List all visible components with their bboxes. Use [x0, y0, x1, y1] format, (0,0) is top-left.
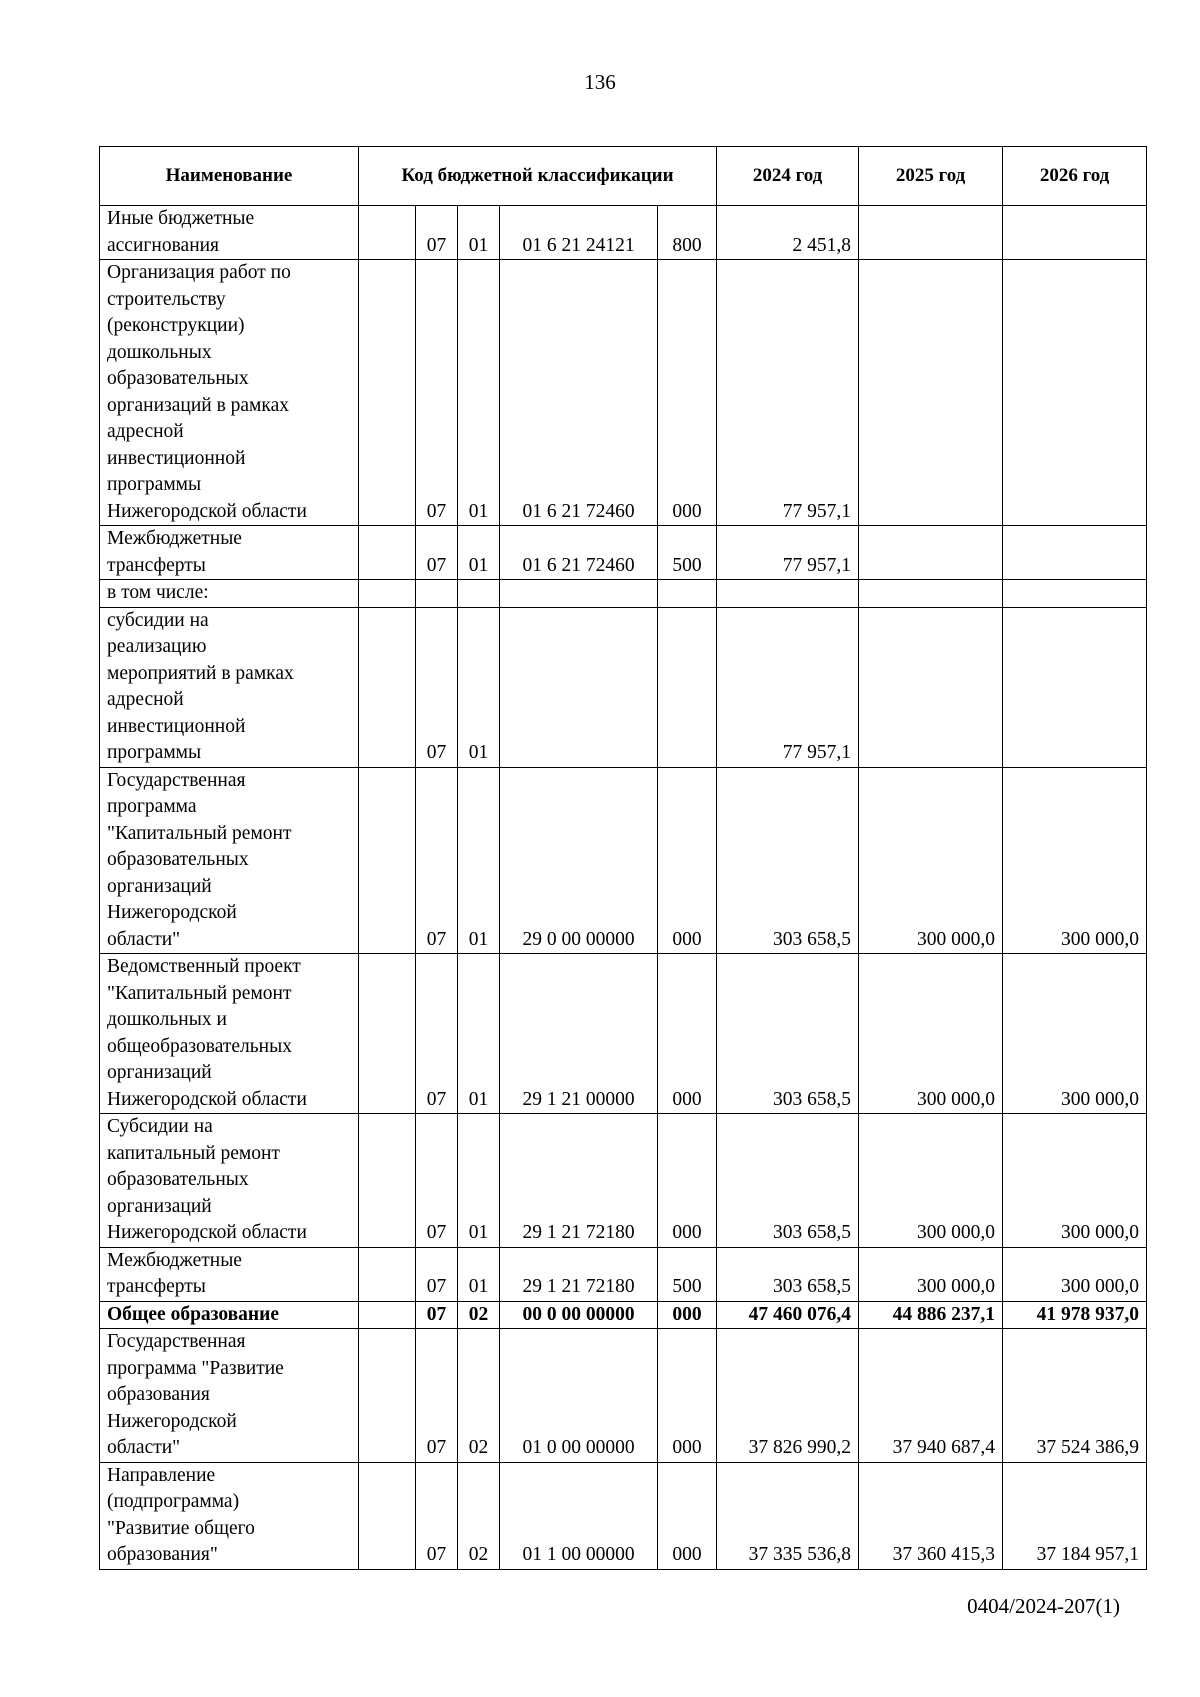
row-code-expense-type: 000 — [658, 767, 717, 954]
table-row — [100, 1114, 1147, 1248]
table-row — [100, 206, 1147, 260]
row-value-2025 — [859, 607, 1003, 767]
row-code-section: 07 — [416, 260, 458, 526]
table-header-row — [100, 147, 1147, 206]
row-value-2026 — [1003, 526, 1147, 580]
row-code-expense-type: 000 — [658, 1329, 717, 1463]
row-name: Межбюджетные трансферты — [100, 1247, 359, 1301]
row-code-target: 29 1 21 72180 — [500, 1247, 658, 1301]
row-code-expense-type: 500 — [658, 526, 717, 580]
row-code-expense-type — [658, 580, 717, 608]
budget-table — [99, 146, 1147, 1570]
row-name: Субсидии на капитальный ремонт образовательных организаций Нижегородской области — [100, 1114, 359, 1248]
row-code-expense-type: 800 — [658, 206, 717, 260]
row-code-blank — [359, 1301, 416, 1329]
row-code-blank — [359, 260, 416, 526]
row-value-2024 — [717, 580, 859, 608]
row-code-subsection: 01 — [458, 954, 500, 1114]
row-code-blank — [359, 1462, 416, 1569]
row-value-2025 — [859, 580, 1003, 608]
row-code-subsection: 01 — [458, 1114, 500, 1248]
row-code-target — [500, 580, 658, 608]
row-code-section: 07 — [416, 1114, 458, 1248]
row-code-subsection: 02 — [458, 1329, 500, 1463]
row-code-section: 07 — [416, 607, 458, 767]
row-name: Государственная программа "Капитальный ремонт образовательных организаций Нижегородской области" — [100, 767, 359, 954]
row-name: субсидии на реализацию мероприятий в рамках адресной инвестиционной программы — [100, 607, 359, 767]
row-code-target: 01 6 21 24121 — [500, 206, 658, 260]
row-code-target: 01 1 00 00000 — [500, 1462, 658, 1569]
row-value-2026: 300 000,0 — [1003, 767, 1147, 954]
row-value-2025 — [859, 526, 1003, 580]
header-2026: 2026 год — [1003, 147, 1147, 206]
table-row — [100, 526, 1147, 580]
row-value-2026 — [1003, 260, 1147, 526]
row-value-2024: 77 957,1 — [717, 607, 859, 767]
row-code-target: 01 6 21 72460 — [500, 526, 658, 580]
row-value-2025: 300 000,0 — [859, 767, 1003, 954]
row-value-2026: 300 000,0 — [1003, 1114, 1147, 1248]
row-code-subsection: 01 — [458, 526, 500, 580]
row-code-blank — [359, 1329, 416, 1463]
row-name: в том числе: — [100, 580, 359, 608]
row-code-subsection: 01 — [458, 260, 500, 526]
row-code-subsection: 01 — [458, 767, 500, 954]
header-code: Код бюджетной классификации — [359, 147, 717, 206]
row-value-2025: 37 940 687,4 — [859, 1329, 1003, 1463]
row-value-2025: 300 000,0 — [859, 1114, 1003, 1248]
header-name: Наименование — [100, 147, 359, 206]
row-value-2026: 37 524 386,9 — [1003, 1329, 1147, 1463]
row-value-2026: 41 978 937,0 — [1003, 1301, 1147, 1329]
row-value-2024: 303 658,5 — [717, 1114, 859, 1248]
row-code-subsection: 02 — [458, 1462, 500, 1569]
row-code-expense-type — [658, 607, 717, 767]
row-code-blank — [359, 1114, 416, 1248]
table-row — [100, 1329, 1147, 1463]
row-value-2024: 47 460 076,4 — [717, 1301, 859, 1329]
table-body — [100, 206, 1147, 1570]
table-row — [100, 1247, 1147, 1301]
row-name: Иные бюджетные ассигнования — [100, 206, 359, 260]
row-code-expense-type: 000 — [658, 1301, 717, 1329]
row-code-subsection — [458, 580, 500, 608]
row-value-2025 — [859, 206, 1003, 260]
row-code-target: 01 6 21 72460 — [500, 260, 658, 526]
row-code-target: 29 1 21 00000 — [500, 954, 658, 1114]
table-row — [100, 580, 1147, 608]
row-code-expense-type: 000 — [658, 1114, 717, 1248]
row-value-2025: 300 000,0 — [859, 1247, 1003, 1301]
row-code-section: 07 — [416, 526, 458, 580]
row-value-2024: 77 957,1 — [717, 260, 859, 526]
row-code-target — [500, 607, 658, 767]
page-number: 136 — [584, 70, 616, 94]
row-value-2025: 44 886 237,1 — [859, 1301, 1003, 1329]
row-code-target: 01 0 00 00000 — [500, 1329, 658, 1463]
row-code-section — [416, 580, 458, 608]
header-2024: 2024 год — [717, 147, 859, 206]
table-row — [100, 1301, 1147, 1329]
row-code-expense-type: 000 — [658, 260, 717, 526]
row-code-blank — [359, 526, 416, 580]
row-code-subsection: 01 — [458, 206, 500, 260]
row-code-subsection: 01 — [458, 607, 500, 767]
row-name: Межбюджетные трансферты — [100, 526, 359, 580]
row-code-target: 29 1 21 72180 — [500, 1114, 658, 1248]
table-row — [100, 260, 1147, 526]
row-code-subsection: 02 — [458, 1301, 500, 1329]
row-code-subsection: 01 — [458, 1247, 500, 1301]
row-code-expense-type: 000 — [658, 1462, 717, 1569]
row-code-blank — [359, 607, 416, 767]
row-name: Общее образование — [100, 1301, 359, 1329]
row-value-2026: 300 000,0 — [1003, 1247, 1147, 1301]
table-row — [100, 1462, 1147, 1569]
row-value-2026: 37 184 957,1 — [1003, 1462, 1147, 1569]
row-value-2026 — [1003, 580, 1147, 608]
row-code-blank — [359, 1247, 416, 1301]
row-value-2024: 303 658,5 — [717, 767, 859, 954]
row-code-target: 29 0 00 00000 — [500, 767, 658, 954]
row-code-section: 07 — [416, 1301, 458, 1329]
table-row — [100, 954, 1147, 1114]
row-value-2025: 300 000,0 — [859, 954, 1003, 1114]
row-value-2024: 303 658,5 — [717, 1247, 859, 1301]
row-name: Государственная программа "Развитие образования Нижегородской области" — [100, 1329, 359, 1463]
table-row — [100, 607, 1147, 767]
row-code-section: 07 — [416, 954, 458, 1114]
row-value-2024: 77 957,1 — [717, 526, 859, 580]
row-code-target: 00 0 00 00000 — [500, 1301, 658, 1329]
row-code-section: 07 — [416, 1247, 458, 1301]
row-code-expense-type: 000 — [658, 954, 717, 1114]
row-name: Ведомственный проект "Капитальный ремонт дошкольных и общеобразовательных организаций Нижегородской области — [100, 954, 359, 1114]
document-code: 0404/2024-207(1) — [967, 1594, 1120, 1618]
row-name: Направление (подпрограмма) "Развитие общего образования" — [100, 1462, 359, 1569]
row-code-section: 07 — [416, 767, 458, 954]
row-code-section: 07 — [416, 206, 458, 260]
row-value-2026: 300 000,0 — [1003, 954, 1147, 1114]
row-value-2025: 37 360 415,3 — [859, 1462, 1003, 1569]
header-2025: 2025 год — [859, 147, 1003, 206]
row-value-2024: 2 451,8 — [717, 206, 859, 260]
row-code-blank — [359, 767, 416, 954]
table-row — [100, 767, 1147, 954]
row-code-expense-type: 500 — [658, 1247, 717, 1301]
row-code-blank — [359, 954, 416, 1114]
row-code-section: 07 — [416, 1329, 458, 1463]
row-name: Организация работ по строительству (реконструкции) дошкольных образовательных организаций в рамках адресной инвестиционной программы Нижегородской области — [100, 260, 359, 526]
row-value-2024: 37 826 990,2 — [717, 1329, 859, 1463]
row-code-blank — [359, 580, 416, 608]
row-value-2024: 37 335 536,8 — [717, 1462, 859, 1569]
row-value-2025 — [859, 260, 1003, 526]
row-code-blank — [359, 206, 416, 260]
row-value-2026 — [1003, 607, 1147, 767]
row-value-2024: 303 658,5 — [717, 954, 859, 1114]
row-code-section: 07 — [416, 1462, 458, 1569]
row-value-2026 — [1003, 206, 1147, 260]
